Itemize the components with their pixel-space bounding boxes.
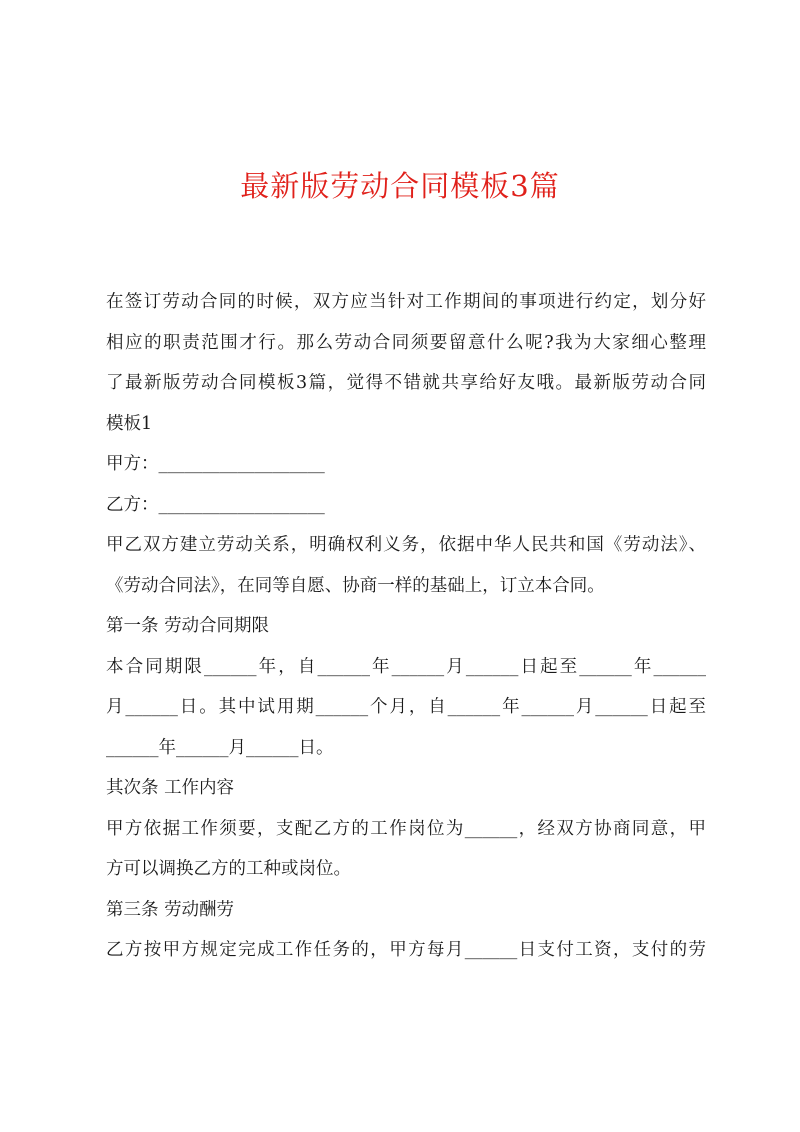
paragraph-line: ______年______月______日。 [106, 737, 334, 758]
paragraph-line: 甲方依据工作须要，支配乙方的工作岗位为______，经双方协商同意，甲 [106, 818, 706, 839]
paragraph-line: 方可以调换乙方的工种或岗位。 [106, 859, 351, 879]
paragraph-line: 了最新版劳动合同模板3篇，觉得不错就共享给好友哦。最新版劳动合同 [106, 373, 706, 393]
paragraph-line: 本合同期限______年，自______年______月______日起至______年______ [106, 656, 706, 677]
document-body [106, 282, 706, 971]
section-heading: 第三条 劳动酬劳 [106, 899, 235, 920]
document-title: 最新版劳动合同模板3篇 [240, 169, 560, 203]
paragraph-line: 乙方按甲方规定完成工作任务的，甲方每月______日支付工资，支付的劳 [106, 940, 706, 960]
section-heading: 其次条 工作内容 [106, 778, 235, 798]
paragraph-line: 相应的职责范围才行。那么劳动合同须要留意什么呢?我为大家细心整理 [106, 332, 706, 353]
section-heading: 第一条 劳动合同期限 [106, 616, 270, 636]
paragraph-line: 在签订劳动合同的时候，双方应当针对工作期间的事项进行约定，划分好 [106, 292, 706, 312]
party-a-line: 甲方：___________________ [106, 454, 325, 474]
paragraph-line: 甲乙双方建立劳动关系，明确权利义务，依据中华人民共和国《劳动法》、 [106, 535, 706, 555]
paragraph-line: 月______日。其中试用期______个月，自______年______月______日起至 [106, 697, 706, 717]
paragraph-line: 《劳动合同法》，在同等自愿、协商一样的基础上，订立本合同。 [106, 575, 605, 596]
paragraph-line: 模板1 [106, 413, 153, 434]
party-b-line: 乙方：___________________ [106, 494, 325, 515]
